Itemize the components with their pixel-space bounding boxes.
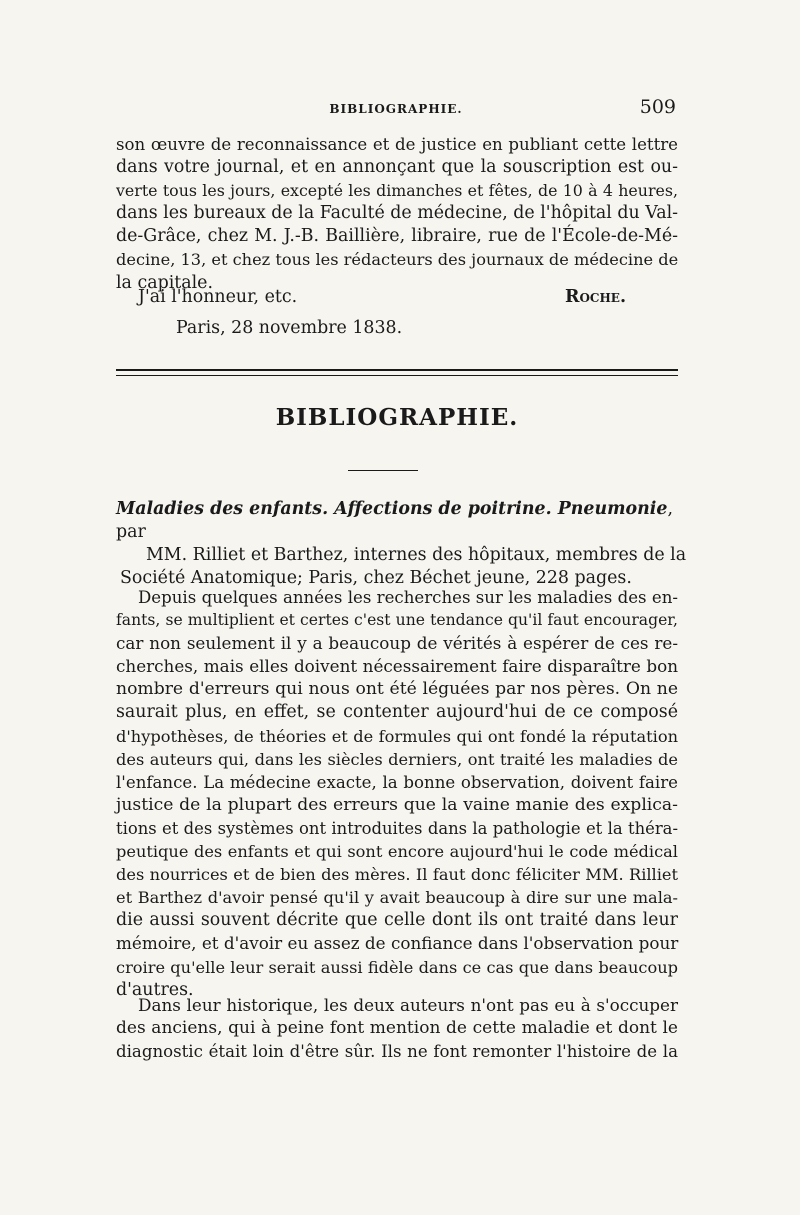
closing-text: J'ai l'honneur, etc.	[138, 287, 298, 307]
review-paragraph-2	[116, 994, 678, 1063]
text-line: de-Grâce, chez M. J.-B. Baillière, libraire, rue de l'École-de-Mé-	[116, 226, 678, 247]
text-line: d'autres.	[116, 979, 194, 1000]
text-line: peutique des enfants et qui sont encore aujourd'hui le code médical	[116, 842, 678, 862]
text-line: son œuvre de reconnaissance et de justice en publiant cette lettre	[116, 135, 678, 154]
text-line: car non seulement il y a beaucoup de vérités à espérer de ces re-	[116, 633, 678, 654]
text-line: croire qu'elle leur serait aussi fidèle dans ce cas que dans beaucoup	[116, 957, 678, 977]
entry-title: Maladies des enfants. Affections de poitrine. Pneumonie	[116, 499, 668, 519]
text-line: dans votre journal, et en annonçant que la souscription est ou-	[116, 157, 678, 178]
entry-publisher: Société Anatomique; Paris, chez Béchet jeune, 228 pages.	[120, 568, 632, 588]
text-line: la capitale.	[116, 272, 213, 293]
letter-end-paragraph	[116, 133, 678, 295]
section-title: BIBLIOGRAPHIE.	[275, 404, 519, 431]
text-line: fants, se multiplient et certes c'est une tendance qu'il faut encourager,	[116, 611, 678, 630]
letter-date: Paris, 28 novembre 1838.	[176, 318, 403, 338]
text-line: Dans leur historique, les deux auteurs n'ont pas eu à s'occuper	[138, 995, 678, 1015]
entry-title-end: , par	[116, 499, 673, 542]
page-number: 509	[639, 96, 676, 118]
text-line: des nourrices et de bien des mères. Il faut donc féliciter MM. Rilliet	[116, 865, 678, 885]
running-title: BIBLIOGRAPHIE.	[329, 102, 463, 116]
bibliography-entry	[116, 498, 687, 590]
text-line: nombre d'erreurs qui nous ont été léguées par nos pères. On ne	[116, 679, 678, 700]
text-line: diagnostic était loin d'être sûr. Ils ne font remonter l'histoire de la	[116, 1042, 678, 1062]
text-line: die aussi souvent décrite que celle dont ils ont traité dans leur	[116, 910, 678, 931]
text-line: tions et des systèmes ont introduites dans la pathologie et la théra-	[116, 818, 678, 838]
title-underline	[348, 470, 418, 471]
text-line: mémoire, et d'avoir eu assez de confiance dans l'observation pour	[116, 933, 679, 954]
text-line: saurait plus, en effet, se contenter aujourd'hui de ce composé	[116, 702, 678, 723]
text-line: dans les bureaux de la Faculté de médecine, de l'hôpital du Val-	[116, 203, 679, 224]
entry-authors: MM. Rilliet et Barthez, internes des hôpitaux, membres de la	[146, 545, 687, 565]
text-line: d'hypothèses, de théories et de formules qui ont fondé la réputation	[116, 726, 678, 746]
text-line: decine, 13, et chez tous les rédacteurs des journaux de médecine de	[116, 250, 679, 270]
text-line: des anciens, qui à peine font mention de cette maladie et dont le	[116, 1018, 678, 1039]
closing-line	[138, 287, 626, 307]
text-line: verte tous les jours, excepté les dimanches et fêtes, de 10 à 4 heures,	[116, 181, 678, 201]
entry-title-line	[116, 499, 673, 542]
text-line: justice de la plupart des erreurs que la vaine manie des explica-	[116, 794, 678, 815]
signature: Roche.	[565, 287, 626, 307]
text-line: cherches, mais elles doivent nécessairement faire disparaître bon	[116, 656, 678, 677]
text-line: l'enfance. La médecine exacte, la bonne observation, doivent faire	[116, 772, 678, 792]
text-line: des auteurs qui, dans les siècles derniers, ont traité les maladies de	[116, 749, 678, 769]
review-paragraph-1	[116, 586, 678, 1002]
running-head	[116, 96, 676, 126]
text-line: Depuis quelques années les recherches sur les maladies des en-	[138, 588, 678, 607]
text-line: et Barthez d'avoir pensé qu'il y avait beaucoup à dire sur une mala-	[116, 888, 678, 908]
section-divider	[116, 369, 678, 376]
